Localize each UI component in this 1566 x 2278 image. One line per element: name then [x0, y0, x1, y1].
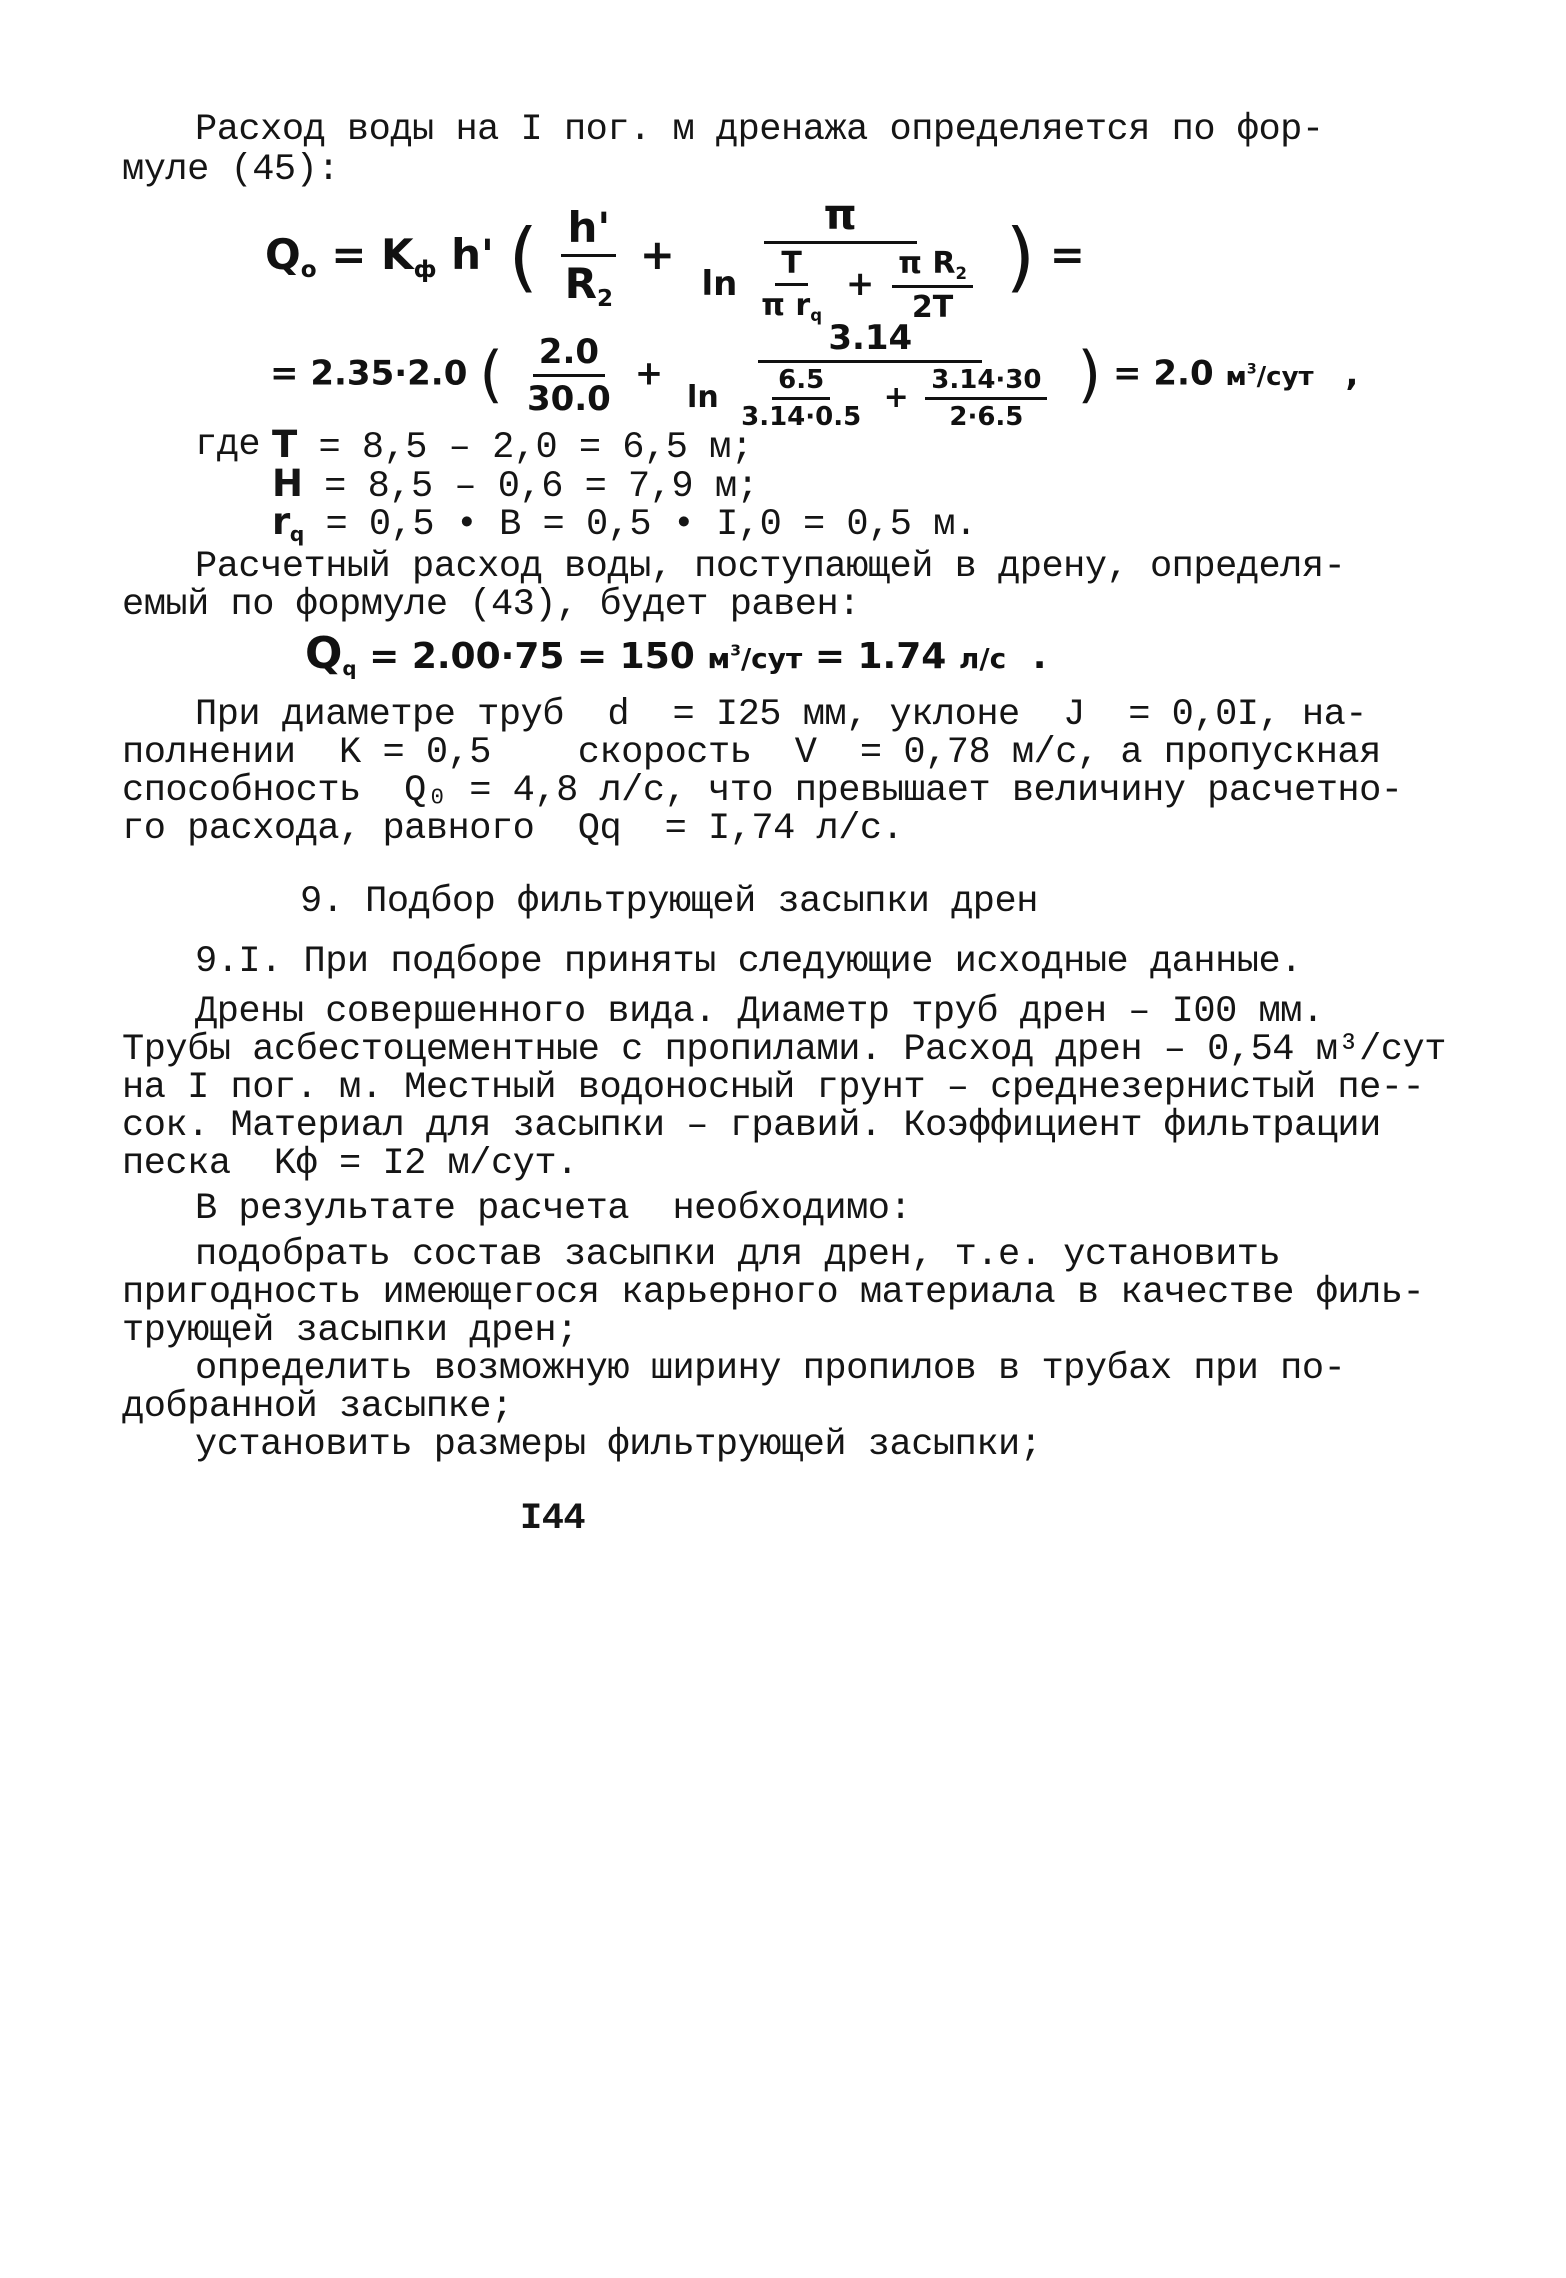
- formula3-expr: = 2.00·75 = 150: [369, 636, 695, 677]
- formula2-eq: =: [270, 353, 299, 394]
- where-line-2: H = 8,5 – 0,6 = 7,9 м;: [272, 462, 759, 508]
- intro-line-2: муле (45):: [122, 149, 340, 191]
- formula2-coef: 2.35·2.0: [310, 353, 468, 394]
- formula2-fraction-1: [521, 332, 617, 419]
- calc-line-1: Расчетный расход воды, поступающей в дрену, определя-: [195, 546, 1346, 588]
- formula1-f1-den: $R_2$: [564, 258, 614, 312]
- formula-discharge-general: [265, 190, 1085, 325]
- formula2-fraction-2: [681, 318, 1059, 432]
- section-9-title: 9. Подбор фильтрующей засыпки дрен: [300, 881, 1038, 923]
- formula3-expr-2: = 1.74: [814, 636, 947, 677]
- task-3-line-1: установить размеры фильтрующей засыпки;: [195, 1424, 1042, 1466]
- formula2-comma: ,: [1345, 353, 1359, 394]
- where-line-3: $r_q = 0,5$ • B = 0,5 • I,0 = 0,5 м.: [272, 500, 977, 547]
- pipes-line-3: способность Q₀ = 4,8 л/с, что превышает величину расчетно-: [122, 770, 1403, 812]
- result-line: В результате расчета необходимо:: [195, 1188, 912, 1230]
- task-2-line-1: определить возможную ширину пропилов в трубах при по-: [195, 1348, 1346, 1390]
- formula2-paren-close: ): [1077, 339, 1102, 411]
- formula2-unit: $м^3$/сут: [1225, 361, 1314, 392]
- formula2-f1-den: 30.0: [526, 378, 611, 419]
- formula1-paren-open: (: [508, 212, 539, 301]
- formula2-f2-den: ln $\frac{6.5}{3.14\cdot 0.5}$ + $\frac{3.14\cdot 30}{2\cdot 6.5}$: [681, 363, 1059, 432]
- task-1-line-2: пригодность имеющегося карьерного материала в качестве филь-: [122, 1272, 1425, 1314]
- intro-line-1: Расход воды на I пог. м дренажа определяется по фор-: [195, 109, 1324, 151]
- formula2-paren-open: (: [479, 339, 504, 411]
- formula1-fraction-2: [696, 190, 985, 325]
- drains-line-1: Дрены совершенного вида. Диаметр труб дрен – I00 мм.: [195, 991, 1324, 1033]
- pipes-line-4: го расхода, равного Qq = I,74 л/с.: [122, 808, 904, 850]
- formula1-plus: +: [639, 229, 675, 279]
- formula3-unit-2: л/с: [958, 642, 1007, 675]
- formula1-coef: K: [381, 229, 414, 279]
- formula1-eq-end: =: [1049, 229, 1085, 279]
- drains-line-5: песка Kф = I2 м/сут.: [122, 1143, 578, 1185]
- pipes-line-2: полнении K = 0,5 скорость V = 0,78 м/с, а пропускная: [122, 732, 1381, 774]
- formula1-f1-num: h': [561, 203, 616, 257]
- formula3-lhs: Q: [305, 628, 343, 679]
- task-1-line-3: трующей засыпки дрен;: [122, 1310, 578, 1352]
- section-9-1-line: 9.I. При подборе приняты следующие исходные данные.: [195, 941, 1302, 983]
- formula1-lhs-sub: o: [300, 256, 317, 283]
- drains-line-3: на I пог. м. Местный водоносный грунт – среднезернистый пе--: [122, 1067, 1425, 1109]
- formula-design-discharge: [305, 628, 1046, 680]
- task-1-line-1: подобрать состав засыпки для дрен, т.е. установить: [195, 1234, 1281, 1276]
- formula1-f2-den: ln $\frac{T}{\pi r_q}$ + $\frac{\pi R_2}{2T}$: [696, 244, 985, 325]
- formula1-eq: =: [331, 229, 367, 279]
- formula2-plus: +: [634, 353, 664, 394]
- formula1-fraction-1: [559, 203, 619, 312]
- formula1-h: h': [451, 229, 494, 279]
- formula2-f1-num: 2.0: [533, 332, 605, 377]
- drains-line-4: сок. Материал для засыпки – гравий. Коэффициент фильтрации: [122, 1105, 1381, 1147]
- formula1-f2-num: π: [764, 190, 917, 244]
- pipes-line-1: При диаметре труб d = I25 мм, уклоне J = 0,0I, на-: [195, 694, 1367, 736]
- drains-line-2: Трубы асбестоцементные с пропилами. Расход дрен – 0,54 м³/сут: [122, 1029, 1446, 1071]
- formula1-paren-close: ): [1005, 212, 1036, 301]
- formula3-unit-1: $м^3$/сут: [707, 641, 803, 675]
- where-label: где: [195, 424, 261, 466]
- formula1-lhs: Q: [265, 229, 301, 279]
- formula3-lhs-sub: q: [342, 656, 357, 680]
- formula2-result: = 2.0: [1113, 353, 1214, 394]
- formula1-coef-sub: ф: [413, 256, 437, 283]
- where-line-1: T = 8,5 – 2,0 = 6,5 м;: [272, 423, 753, 469]
- calc-line-2: емый по формуле (43), будет равен:: [122, 584, 860, 626]
- formula-discharge-numeric: [270, 318, 1358, 432]
- formula3-dot: .: [1032, 636, 1047, 677]
- formula2-f2-num: 3.14: [758, 318, 982, 363]
- task-2-line-2: добранной засыпке;: [122, 1386, 513, 1428]
- page-number: I44: [520, 1498, 586, 1540]
